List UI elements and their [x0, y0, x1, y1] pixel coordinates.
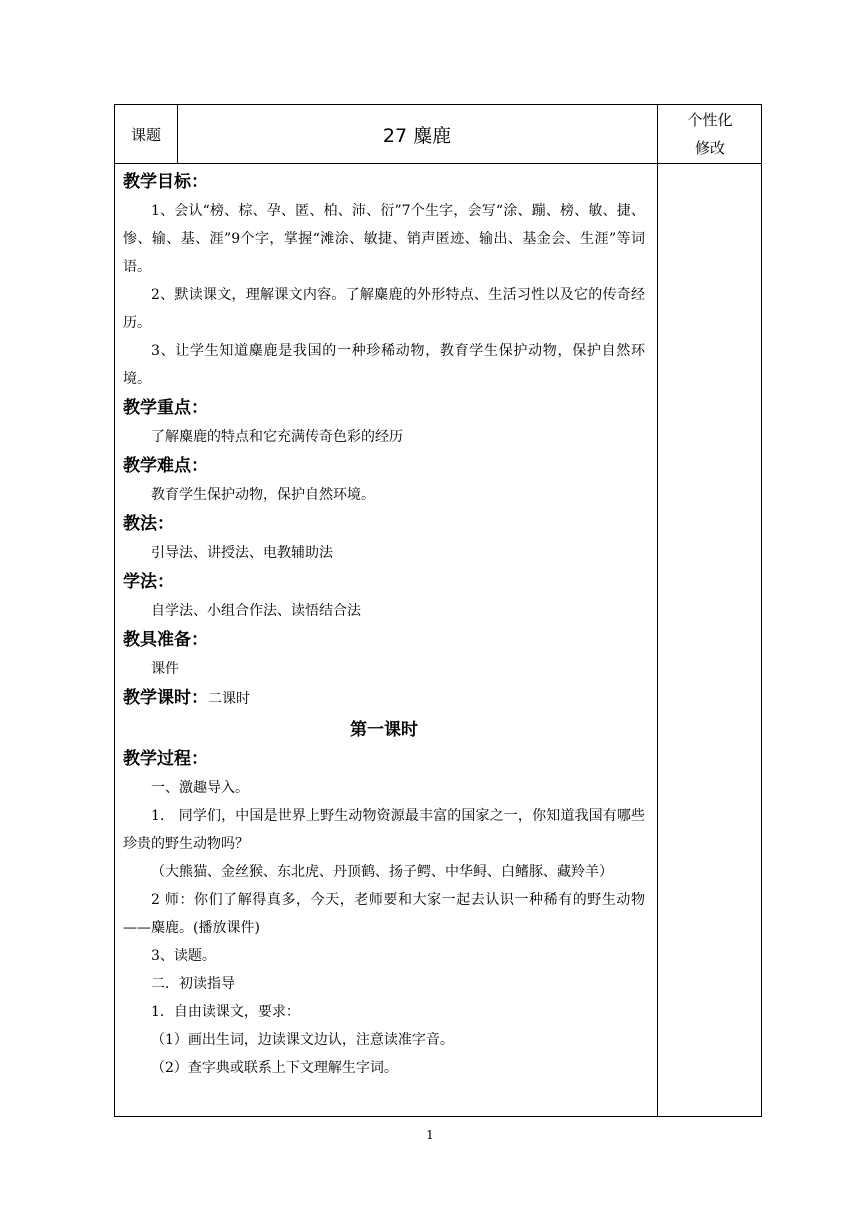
tools-heading: 教具准备：: [123, 630, 208, 650]
key-points-text: 了解麋鹿的特点和它充满传奇色彩的经历: [151, 429, 403, 445]
page-number: 1: [426, 1128, 434, 1142]
step-1-3: 3、读题。: [151, 948, 216, 964]
step-1: 一、激趣导入。: [151, 780, 249, 796]
step-1-1: 1． 同学们，中国是世界上野生动物资源最丰富的国家之一，你知道我国有哪些珍贵的野生动物吗？: [123, 808, 645, 852]
topic-label-cell: [115, 105, 178, 164]
teaching-method-heading: 教法：: [123, 514, 174, 534]
process-heading: 教学过程：: [123, 749, 208, 769]
step-2-1-a: （1）画出生词，边读课文边认，注意读准字音。: [151, 1032, 454, 1048]
class-hours-text: 二课时: [208, 691, 250, 707]
lesson-content: [115, 163, 657, 1116]
step-1-1-answer: （大熊猫、金丝猴、东北虎、丹顶鹤、扬子鳄、中华鲟、白鳍豚、藏羚羊）: [151, 864, 613, 880]
goal-3: 3、让学生知道麋鹿是我国的一种珍稀动物，教育学生保护动物，保护自然环境。: [123, 343, 645, 387]
goals-heading: 教学目标：: [123, 172, 208, 192]
step-2-1-b: （2）查字典或联系上下文理解生字词。: [151, 1060, 398, 1076]
difficult-points-heading: 教学难点：: [123, 456, 208, 476]
lesson-title-cell: [177, 105, 657, 164]
goal-2: 2、默读课文，理解课文内容。了解麋鹿的外形特点、生活习性以及它的传奇经历。: [123, 287, 645, 331]
personalize-notes-cell: [657, 163, 762, 1116]
lesson-title: 27 麋鹿: [382, 124, 452, 147]
learning-method-heading: 学法：: [123, 572, 174, 592]
goal-1: 1、会认“榜、棕、孕、匿、柏、沛、衍”7个生字，会写“涂、蹦、榜、敏、捷、惨、输、基、涯”9个字，掌握“滩涂、敏捷、销声匿迹、输出、基金会、生涯”等词语。: [123, 203, 645, 275]
personalize-header-cell: [657, 105, 762, 164]
step-2: 二．初读指导: [151, 976, 235, 992]
difficult-points-text: 教育学生保护动物，保护自然环境。: [151, 487, 375, 503]
lesson-plan-table: [114, 104, 762, 1117]
personalize-label-line1: 个性化: [687, 111, 733, 129]
teaching-method-text: 引导法、讲授法、电教辅助法: [151, 545, 333, 561]
key-points-heading: 教学重点：: [123, 398, 208, 418]
class-hours-heading: 教学课时：: [123, 688, 208, 708]
class-hours-row: [123, 685, 645, 712]
tools-text: 课件: [151, 661, 179, 677]
first-lesson-heading: 第一课时: [350, 720, 418, 740]
topic-label: 课题: [130, 125, 161, 144]
learning-method-text: 自学法、小组合作法、读悟结合法: [151, 603, 361, 619]
personalize-label-line2: 修改: [694, 139, 725, 157]
step-2-1: 1．自由读课文，要求：: [151, 1004, 300, 1020]
step-1-2: 2 师：你们了解得真多，今天，老师要和大家一起去认识一种稀有的野生动物——麋鹿。(播放课件): [123, 892, 645, 936]
